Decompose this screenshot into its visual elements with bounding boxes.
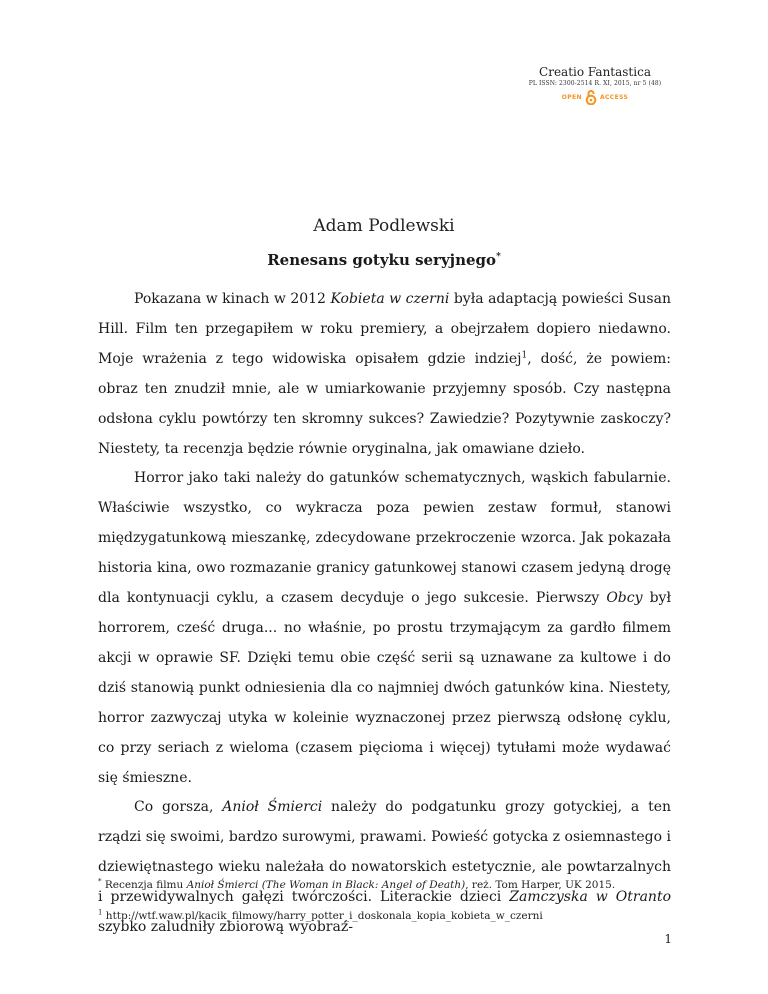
open-lock-icon xyxy=(585,89,597,105)
footnote-mark: 1 xyxy=(98,908,103,917)
open-access-access-label: ACCESS xyxy=(599,93,629,101)
open-access-logo xyxy=(480,89,710,105)
book-title: Zamczyska w Otranto xyxy=(509,889,671,906)
paragraph-text: był horrorem, cześć druga... no właśnie, po prostu trzymającym za gardło filmem akcji w oprawie SF. Dzięki temu obie część serii są uznawane za kultowe i do dziś stanowią punkt odniesienia dla co najmniej dwóch gatunków kina. Niestety, horror zazwyczaj utyka w koleinie wyznaczonej przez pierwszą odsłonę cyklu, co przy seriach z wieloma (czasem pięcioma i więcej) tytułami może wydawać się śmieszne. xyxy=(98,590,671,786)
page-number: 1 xyxy=(664,932,672,946)
film-title: Kobieta w czerni xyxy=(330,291,450,307)
footnote-url[interactable]: http://wtf.waw.pl/kacik_filmowy/harry_potter_i_doskonala_kopia_kobieta_w_czerni xyxy=(102,910,543,922)
footnote-reference: 1 xyxy=(521,350,528,361)
footnote-1 xyxy=(98,909,698,923)
footnote-mark: * xyxy=(98,877,102,886)
footnote-text: Recenzja filmu xyxy=(101,879,187,891)
paragraph-text: Pokazana w kinach w 2012 xyxy=(134,291,331,307)
title-footnote-mark: * xyxy=(496,252,501,262)
journal-name: Creatio Fantastica xyxy=(539,65,651,79)
open-access-open-label: OPEN xyxy=(561,93,582,101)
footnote-star xyxy=(98,878,698,892)
paragraph-text: , dość, że powiem: obraz ten znudził mnie, ale w umiarkowanie przyjemny sposób. Czy następna odsłona cyklu powtórzy ten skromny sukces? Zawiedzie? Pozytywnie zaskoczy? Niestety, ta recenzja będzie równie oryginalna, jak omawiane dzieło. xyxy=(98,350,671,457)
paragraph xyxy=(98,285,671,464)
paragraph xyxy=(98,464,671,793)
article-body xyxy=(98,285,671,943)
footnote-film-title: Anioł Śmierci (The Woman in Black: Angel of Death) xyxy=(186,879,466,891)
article-title xyxy=(0,251,768,269)
film-title: Obcy xyxy=(606,590,643,607)
journal-header xyxy=(480,65,710,105)
paragraph-text: Horror jako taki należy do gatunków schematycznych, wąskich fabularnie. Właściwie wszystko, co wykracza poza pewien zestaw formuł, stanowi międzygatunkową mieszankę, zdecydowane przekroczenie wzorca. Jak pokazała historia kina, owo rozmazanie granicy gatunkowej stanowi czasem jedyną drogę dla kontynuacji cyklu, a czasem decyduje o jego sukcesie. Pierwszy xyxy=(98,470,671,607)
paragraph-text: szybko zaludniły zbiorową wyobraź- xyxy=(98,919,353,936)
paragraph-text: należy do podgatunku grozy gotyckiej, a ten rządzi się swoimi, bardzo surowymi, prawami. Powieść gotycka z osiemnastego i dziewiętnastego wieku należała do nowatorskich estetycznie, ale powtarzalnych i przewidywalnych gałęzi twórczości. Literackie dzieci xyxy=(98,799,671,906)
film-title: Anioł Śmierci xyxy=(222,799,323,816)
footnote-text: , reż. Tom Harper, UK 2015. xyxy=(465,879,616,891)
article-title-text: Renesans gotyku seryjnego xyxy=(267,251,497,269)
paragraph-text: Co gorsza, xyxy=(134,799,223,816)
article-author: Adam Podlewski xyxy=(313,216,455,236)
journal-issn: PL ISSN: 2300-2514 R. XI, 2015, nr 5 (48) xyxy=(528,80,662,87)
paragraph-text: była adaptacją powieści Susan Hill. Film ten przegapiłem w roku premiery, a obejrzałem dopiero niedawno. Moje wrażenia z tego widowiska opisałem gdzie indziej xyxy=(98,291,671,367)
